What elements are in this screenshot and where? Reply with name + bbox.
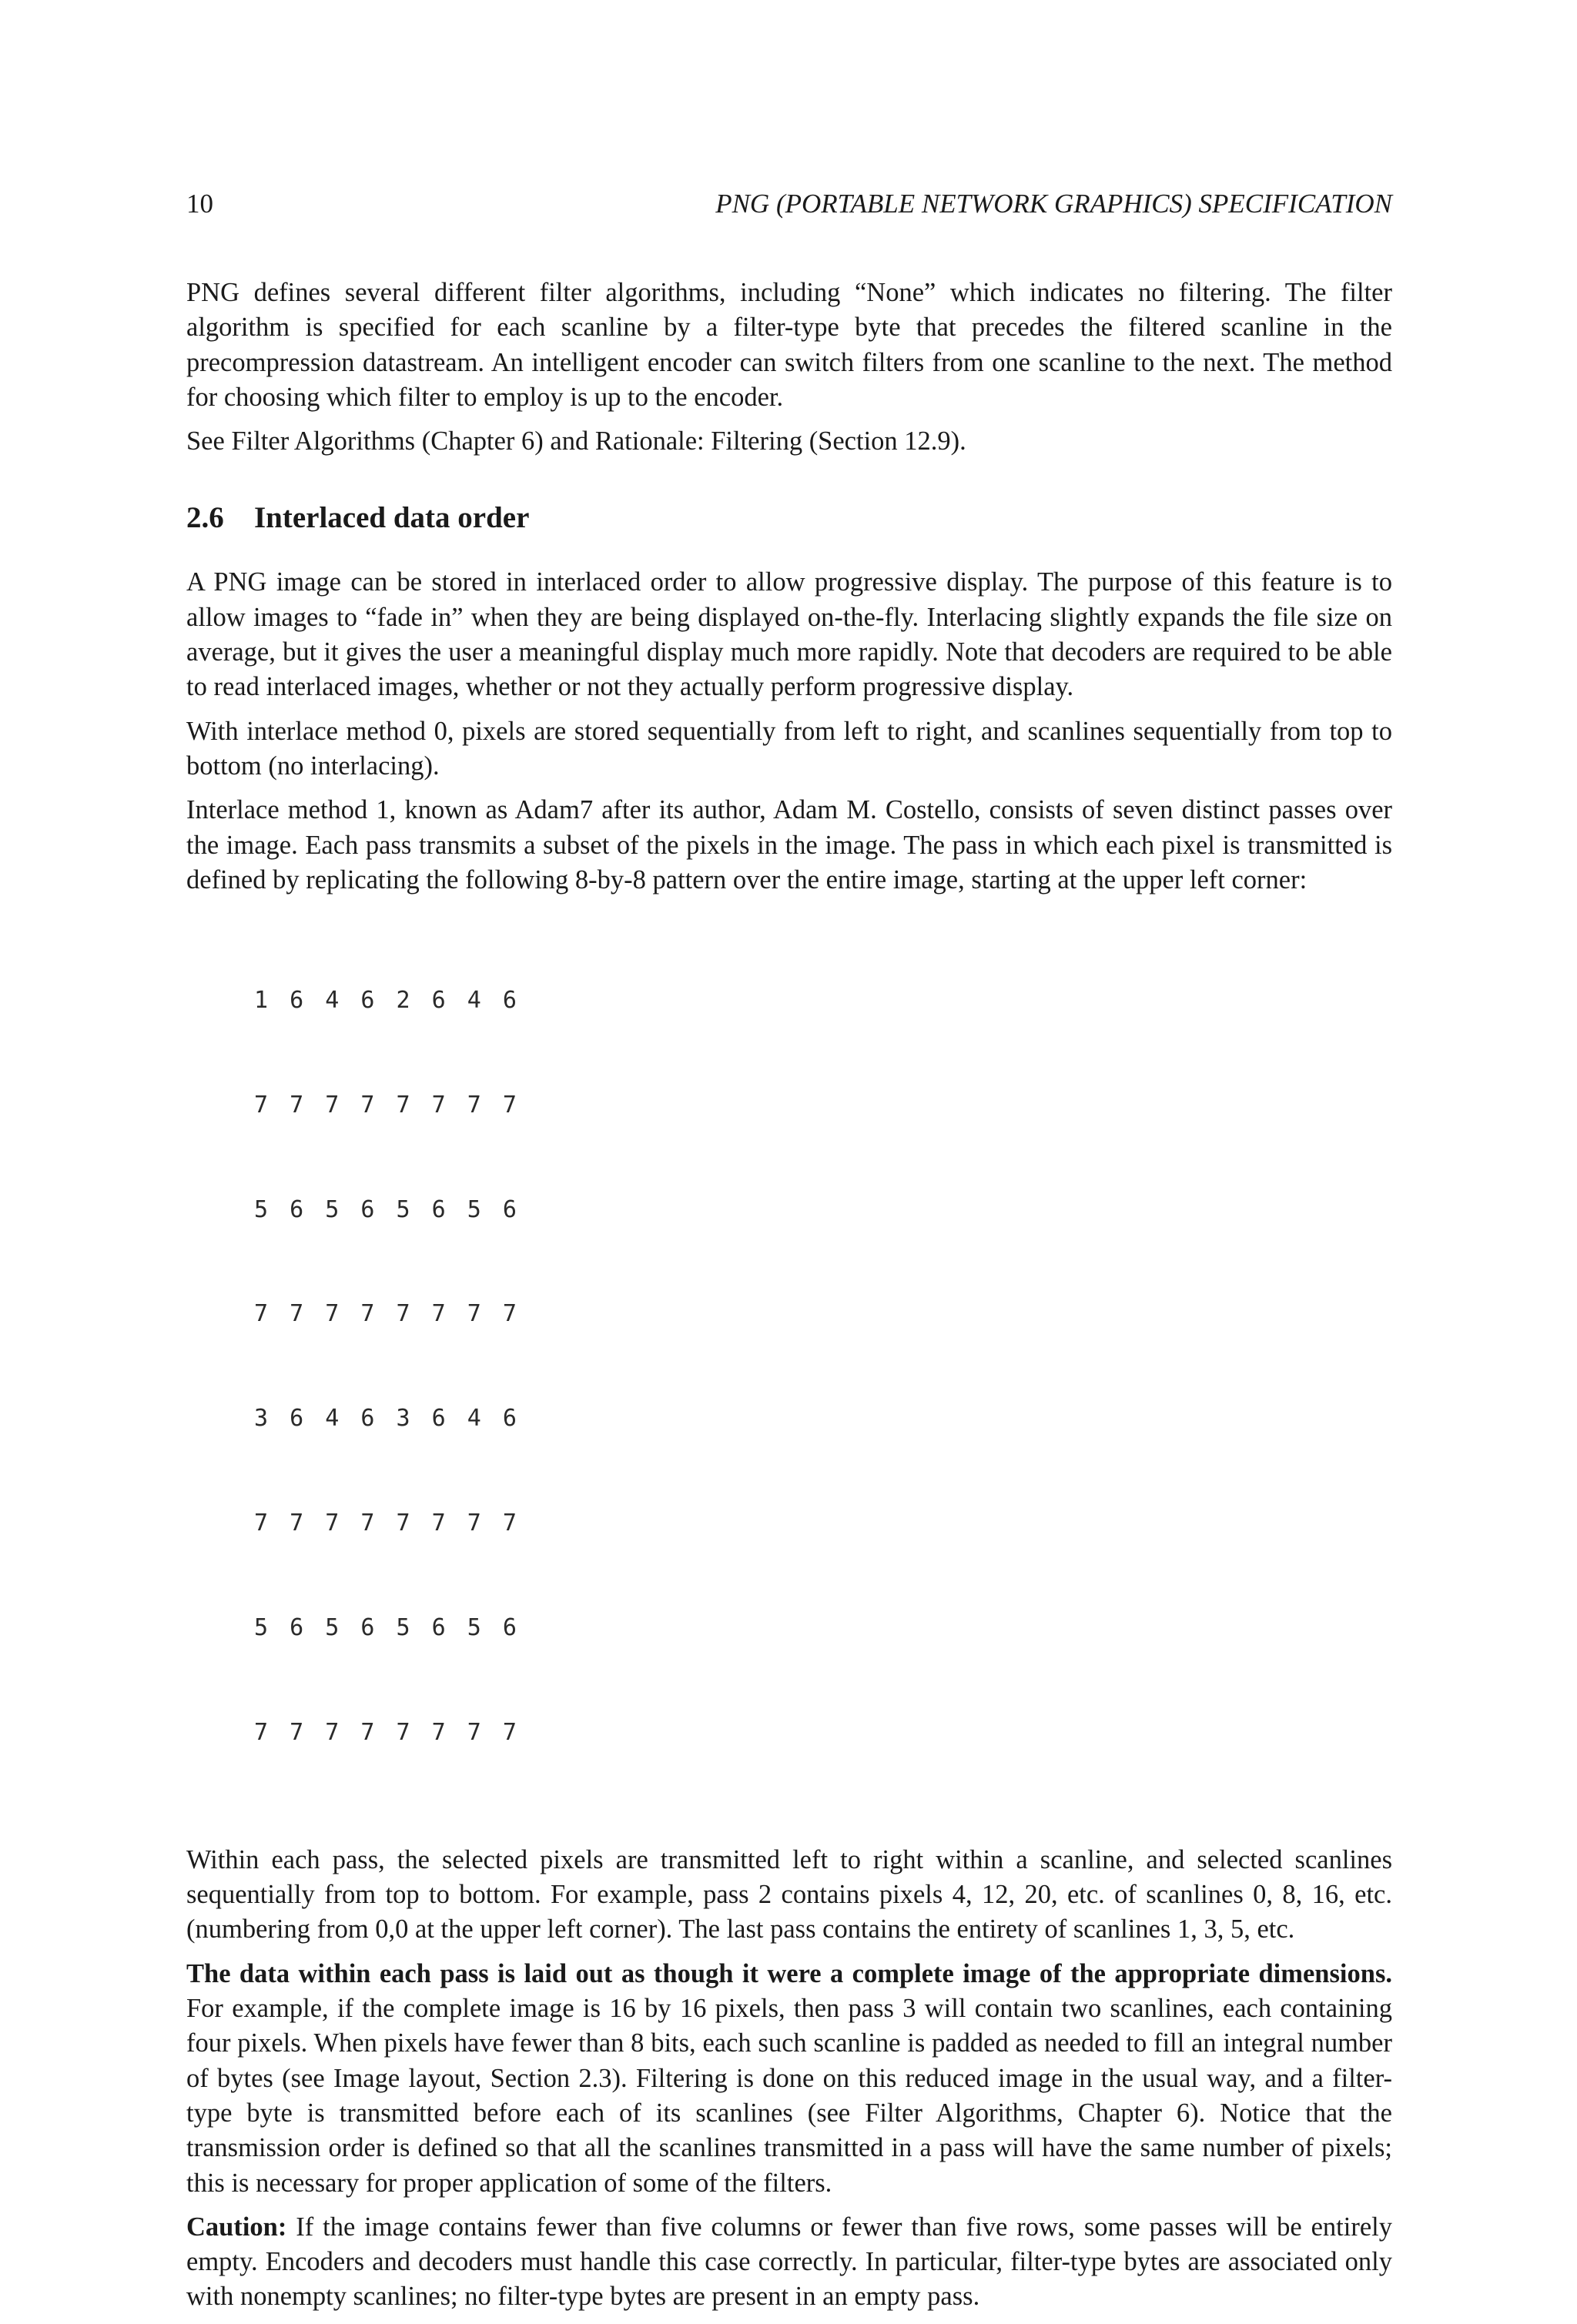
pattern-row: 5 6 5 6 5 6 5 6 bbox=[254, 1614, 521, 1642]
paragraph-within-each-pass: Within each pass, the selected pixels are transmitted left to right within a scanline, and selected scanlines sequentially from top to bottom. For example, pass 2 contains pixels 4, 12, 20, etc. of scanlines 0, 8, 16, etc. (numbering from 0,0 at the upper left corner). The last pass contains the entirety of scanlines 1, 3, 5, etc. bbox=[186, 1844, 1392, 1944]
paragraph-pass-layout bbox=[186, 1957, 1392, 2201]
section-number: 2.6 bbox=[186, 501, 224, 535]
page-number: 10 bbox=[186, 189, 213, 219]
paragraph-see-filter-algorithms: See Filter Algorithms (Chapter 6) and Rationale: Filtering (Section 12.9). bbox=[186, 426, 966, 456]
pass-layout-text: For example, if the complete image is 16 by 16 pixels, then pass 3 will contain two scanlines, each containing four pixels. When pixels have fewer than 8 bits, each such scanline is padded as needed to fill an integral number of bytes (see Image layout, Section 2.3). Filtering is done on this reduced image in the usual way, and a filter-type byte is transmitted before each of its scanlines (see Filter Algorithms, Chapter 6). Notice that the transmission order is defined so that all the scanlines transmitted in a pass will have the same number of pixels; this is necessary for proper application of some of the filters. bbox=[186, 1994, 1392, 2198]
pattern-row: 7 7 7 7 7 7 7 7 bbox=[254, 1510, 521, 1537]
pattern-row: 7 7 7 7 7 7 7 7 bbox=[254, 1300, 521, 1328]
pattern-row: 7 7 7 7 7 7 7 7 bbox=[254, 1718, 521, 1746]
paragraph-caution bbox=[186, 2210, 1392, 2315]
section-title: Interlaced data order bbox=[254, 501, 530, 535]
paragraph-interlaced-order: A PNG image can be stored in interlaced order to allow progressive display. The purpose of this feature is to allow images to “fade in” when they are being displayed on-the-fly. Interlacing slightly expands the file size on average, but it gives the user a meaningful display much more rapidly. Note that decoders are required to be able to read interlaced images, whether or not they actually perform progressive display. bbox=[186, 567, 1392, 702]
caution-label: Caution: bbox=[186, 2212, 287, 2242]
pattern-row: 5 6 5 6 5 6 5 6 bbox=[254, 1195, 521, 1223]
adam7-pattern bbox=[254, 913, 1392, 1820]
paragraph-interlace-method-0: With interlace method 0, pixels are stored sequentially from left to right, and scanlines sequentially from top to bottom (no interlacing). bbox=[186, 716, 1392, 781]
section-heading bbox=[186, 499, 1392, 537]
document-page bbox=[186, 0, 1392, 2312]
running-title: PNG (PORTABLE NETWORK GRAPHICS) SPECIFICATION bbox=[715, 189, 1392, 219]
body-text bbox=[186, 276, 1392, 2324]
paragraph-interlace-method-1: Interlace method 1, known as Adam7 after its author, Adam M. Costello, consists of seven distinct passes over the image. Each pass transmits a subset of the pixels in the image. The pass in which each pixel is transmitted is defined by replicating the following 8-by-8 pattern over the entire image, starting at the upper left corner: bbox=[186, 795, 1392, 894]
pattern-row: 7 7 7 7 7 7 7 7 bbox=[254, 1091, 521, 1119]
paragraph-filter-algorithms: PNG defines several different filter algorithms, including “None” which indicates no filtering. The filter algorithm is specified for each scanline by a filter-type byte that precedes the filtered scanline in the precompression datastream. An intelligent encoder can switch filters from one scanline to the next. The method for choosing which filter to employ is up to the encoder. bbox=[186, 278, 1392, 412]
pattern-row: 1 6 4 6 2 6 4 6 bbox=[254, 986, 521, 1014]
caution-text: If the image contains fewer than five columns or fewer than five rows, some passes will be entirely empty. Encoders and decoders must handle this case correctly. In particular, filter-type bytes are associated only with nonempty scanlines; no filter-type bytes are present in an empty pass. bbox=[186, 2212, 1392, 2312]
running-header bbox=[186, 185, 1392, 223]
pass-layout-emphasis: The data within each pass is laid out as though it were a complete image of the appropriate dimensions. bbox=[186, 1958, 1392, 1988]
pattern-row: 3 6 4 6 3 6 4 6 bbox=[254, 1405, 521, 1433]
